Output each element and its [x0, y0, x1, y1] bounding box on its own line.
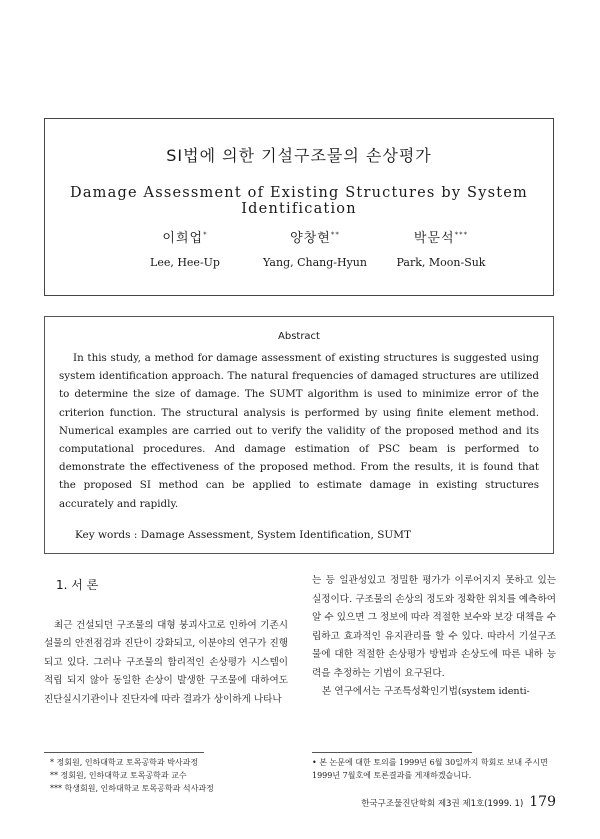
intro-paragraph-1-cont: 는 등 일관성있고 정밀한 평가가 이루어지지 못하고 있는 실정이다. 구조물의 손상의 정도와 정확한 위치를 예측하여 알 수 있으면 그 정보에 따라 적절한 보수와 보강 대책을 수립하고 효과적인 유지관리를 할 수 있다. 따라서 기설구조물에 대한 적절한 손상평가 방법과 손상도에 따른 내하 능력을 추정하는 기법이 요구된다.: [312, 575, 556, 679]
footnote-discussion: • 본 논문에 대한 토의를 1999년 6월 30일까지 학회로 보내 주시면 1999년 7월호에 토론결과를 게재하겠습니다.: [312, 758, 548, 780]
author-3-name-en: Park, Moon-Suk: [396, 256, 486, 269]
footnote-1: * 정회원, 인하대학교 토목공학과 박사과정: [50, 758, 199, 767]
abstract-box: [44, 316, 554, 554]
footnote-2: ** 정회원, 인하대학교 토목공학과 교수: [50, 771, 187, 780]
abstract-body: [59, 349, 539, 513]
footnotes-left: [50, 756, 214, 795]
author-2-mark: **: [330, 230, 340, 239]
author-1: [115, 227, 255, 269]
intro-paragraph-1: 최근 건설되던 구조물의 대형 붕괴사고로 인하여 기존시설물의 안전점검과 진단이 강화되고, 이분야의 연구가 진행되고 있다. 그러나 구조물의 합리적인 손상평가 시스템이 적립 되지 않아 동일한 손상이 발생한 구조물에 대하여도 진단실시기관이나 진단자에 따라 결과가 상이하게 나타나: [44, 619, 288, 705]
section-heading: 1. 서 론: [56, 578, 99, 592]
keywords: [75, 529, 411, 541]
footnote-rule-left: [44, 752, 204, 753]
author-1-name-kr: 이희업: [162, 231, 204, 246]
author-3-mark: ***: [454, 230, 469, 239]
journal-info: 한국구조물진단학회 제3권 제1호(1999. 1): [361, 799, 524, 809]
page-footer: [361, 794, 556, 810]
author-3-name-kr: 박문석: [413, 231, 455, 246]
author-2: [245, 227, 385, 269]
author-2-name-kr: 양창현: [290, 231, 331, 246]
footnote-3: *** 학생회원, 인하대학교 토목공학과 석사과정: [50, 784, 214, 793]
footnote-rule-right: [312, 752, 472, 753]
author-3: [371, 227, 511, 269]
intro-paragraph-2: 본 연구에서는 구조특성확인기법(system identi-: [322, 686, 530, 697]
author-1-name-en: Lee, Hee-Up: [150, 256, 220, 269]
title-english: Damage Assessment of Existing Structures by System Identification: [70, 185, 528, 217]
left-column: [44, 572, 288, 709]
abstract-paragraph: In this study, a method for damage assessment of existing structures is suggested using system identification approach. The natural frequencies of damaged structures are utilized to determine the size of damage. The SUMT algorithm is used to minimize error of the criterion function. The structural analysis is performed by using finite element method. Numerical examples are carried out to verify the validity of the proposed method and its computational procedures. And damage estimation of PSC beam is performed to demonstrate the effectiveness of the proposed method. From the results, it is found that the proposed SI method can be applied to estimate damage in existing structures accurately and rapidly.: [59, 352, 539, 510]
abstract-heading: Abstract: [278, 331, 320, 342]
title-korean: SI법에 의한 기설구조물의 손상평가: [166, 146, 432, 165]
title-box: [44, 118, 554, 296]
keywords-list: Damage Assessment, System Identification, SUMT: [140, 529, 411, 541]
right-column: [312, 572, 556, 702]
author-1-mark: *: [203, 230, 208, 239]
keywords-label: Key words :: [75, 529, 138, 541]
page-number: 179: [529, 794, 556, 810]
author-2-name-en: Yang, Chang-Hyun: [263, 256, 367, 269]
